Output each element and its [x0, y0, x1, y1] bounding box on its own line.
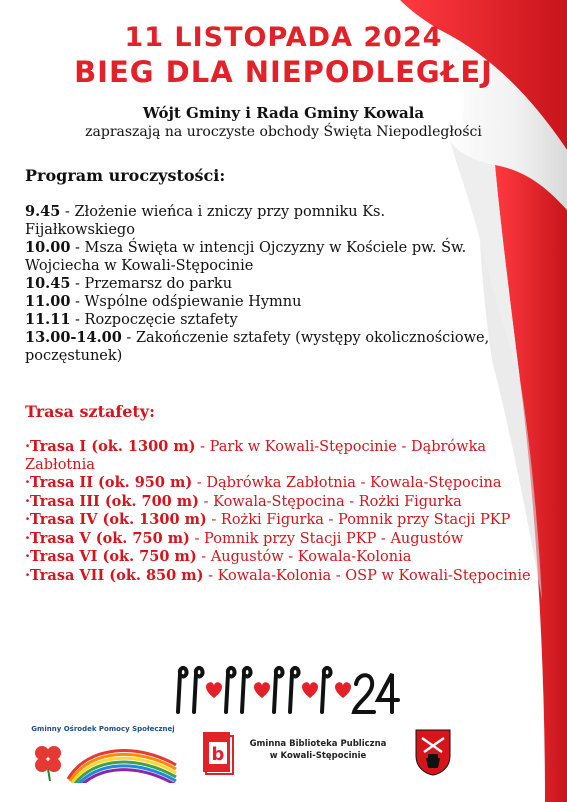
route-path: - Dąbrówka Zabłotnia - Kowala-Stępocina [192, 475, 502, 491]
relay-route [25, 511, 535, 530]
program-text: - Przemarsz do parku [70, 276, 233, 292]
route-name: ·Trasa IV (ok. 1300 m) [25, 511, 207, 528]
program-item [25, 293, 495, 311]
date-lettering-graphic [170, 660, 400, 720]
program-item [25, 329, 495, 365]
route-name: ·Trasa III (ok. 700 m) [25, 492, 200, 510]
program-heading: Program uroczystości: [25, 166, 226, 185]
hosts-line: Wójt Gminy i Rada Gminy Kowala [142, 104, 425, 122]
program-text: - Wspólne odśpiewanie Hymnu [70, 294, 302, 310]
library-logo-letter: b [211, 744, 225, 765]
program-time: 11.11 [25, 311, 71, 328]
invitation-line: zapraszają na uroczyste obchody Święta Niepodległości [85, 124, 482, 140]
route-path: - Park w Kowali-Stępocinie - Dąbrówka Zabłotnia [25, 439, 487, 473]
library-name [243, 738, 393, 762]
route-path: - Pomnik przy Stacji PKP - Augustów [189, 530, 464, 547]
route-name: ·Trasa VII (ok. 850 m) [25, 566, 204, 584]
relay-route [25, 493, 535, 512]
event-name-title: BIEG DLA NIEPODLEGŁEJ [74, 55, 493, 89]
relay-route [25, 548, 535, 567]
ops-logo [28, 725, 178, 785]
relay-route [25, 567, 535, 586]
route-name: ·Trasa II (ok. 950 m) [25, 474, 193, 491]
program-time: 9.45 [25, 203, 61, 220]
program-item [25, 203, 495, 239]
relay-route [25, 530, 535, 549]
relay-route [25, 474, 535, 493]
route-path: - Augustów - Kowala-Kolonia [196, 549, 412, 565]
program-time: 13.00-14.00 [25, 329, 122, 346]
library-name-line2: w Kowali-Stępocinie [269, 751, 367, 761]
event-date-title: 11 LISTOPADA 2024 [124, 22, 443, 53]
library-logo [200, 728, 400, 778]
program-item [25, 311, 495, 329]
route-name: ·Trasa I (ok. 1300 m) [25, 438, 196, 455]
library-name-line1: Gminna Biblioteka Publiczna [249, 739, 387, 749]
relay-route [25, 438, 535, 474]
route-path: - Kowala-Kolonia - OSP w Kowali-Stępocinie [203, 567, 531, 584]
program-text: - Rozpoczęcie sztafety [70, 312, 238, 328]
municipality-crest-icon [414, 728, 452, 776]
book-icon [200, 728, 238, 776]
program-text: - Msza Święta w intencji Ojczyzny w Kościele pw. Św. Wojciecha w Kowali-Stępocinie [25, 240, 467, 274]
ops-logo-label: Gminny Ośrodek Pomocy Społecznej [31, 725, 175, 733]
program-time: 10.45 [25, 275, 71, 292]
relay-route-list [25, 438, 535, 585]
clover-rainbow-icon [28, 735, 178, 783]
route-path: - Rożki Figurka - Pomnik przy Stacji PKP [206, 512, 511, 528]
program-time: 10.00 [25, 239, 71, 256]
program-item [25, 239, 495, 275]
program-list [25, 203, 495, 365]
relay-heading: Trasa sztafety: [25, 402, 155, 421]
program-item [25, 275, 495, 293]
route-name: ·Trasa V (ok. 750 m) [25, 529, 190, 547]
program-text: - Zakończenie sztafety (występy okolicznościowe, poczęstunek) [25, 330, 490, 364]
program-text: - Złożenie wieńca i zniczy przy pomniku Ks. Fijałkowskiego [25, 204, 386, 238]
program-time: 11.00 [25, 293, 71, 310]
route-path: - Kowala-Stępocina - Rożki Figurka [199, 493, 462, 510]
route-name: ·Trasa VI (ok. 750 m) [25, 548, 197, 565]
